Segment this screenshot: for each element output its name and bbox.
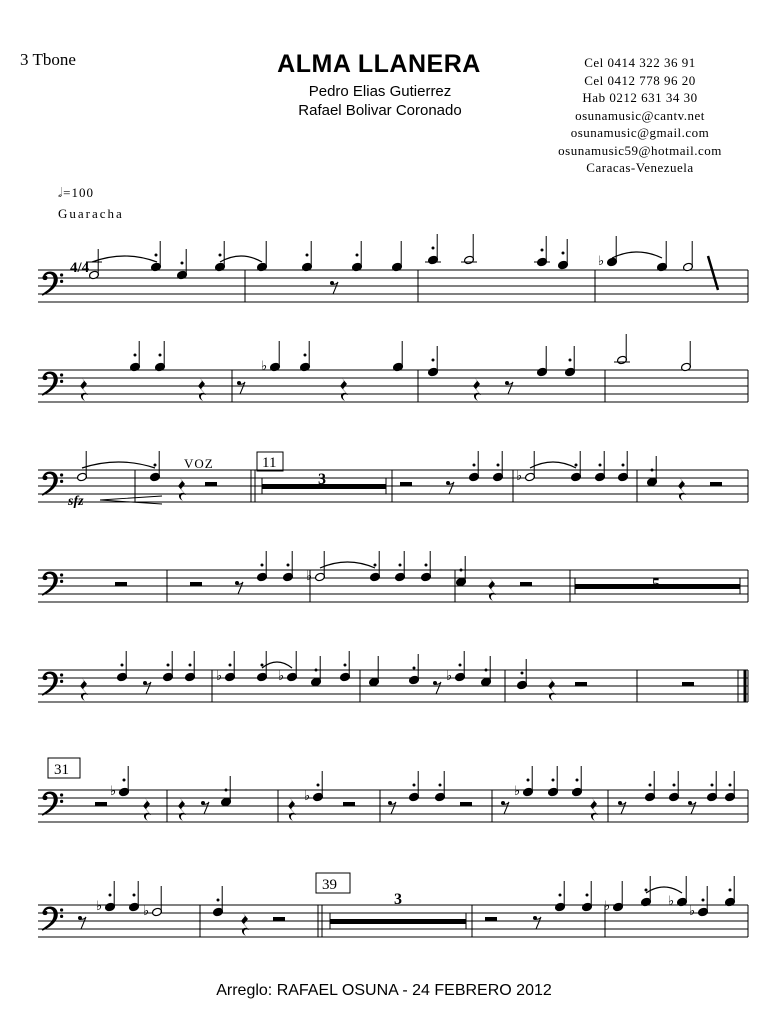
- note: [155, 341, 166, 372]
- flat-icon: ♭: [278, 669, 285, 684]
- note: [151, 241, 162, 272]
- bass-clef-icon: [42, 791, 64, 815]
- note: [143, 886, 162, 919]
- flat-icon: ♭: [216, 669, 223, 684]
- staccato-dot: [562, 252, 565, 255]
- note: [517, 659, 528, 690]
- half-rest: [95, 802, 107, 806]
- staccato-dot: [121, 664, 124, 667]
- quarter-rest: [288, 798, 296, 821]
- half-rest: [710, 482, 722, 486]
- note: [117, 651, 128, 682]
- flat-icon: ♭: [689, 904, 696, 919]
- staccato-dot: [109, 894, 112, 897]
- quarter-rest: [473, 378, 481, 401]
- note: [257, 241, 268, 272]
- note: [395, 551, 406, 582]
- flat-icon: ♭: [96, 899, 103, 914]
- note: [461, 234, 477, 265]
- staccato-dot: [432, 359, 435, 362]
- staccato-dot: [485, 669, 488, 672]
- flat-icon: ♭: [516, 469, 523, 484]
- note: [565, 346, 576, 377]
- staccato-dot: [645, 889, 648, 892]
- note: [392, 241, 403, 272]
- staccato-dot: [586, 894, 589, 897]
- half-rest: [400, 482, 412, 486]
- quarter-rest: [178, 478, 186, 501]
- style-marking: Guaracha: [58, 206, 124, 221]
- voice-label: VOZ: [184, 456, 214, 471]
- note: [548, 766, 559, 797]
- staccato-dot: [649, 784, 652, 787]
- staccato-dot: [155, 254, 158, 257]
- staccato-dot: [729, 784, 732, 787]
- staccato-dot: [261, 564, 264, 567]
- multirest-count: 3: [318, 471, 326, 488]
- staccato-dot: [133, 894, 136, 897]
- tie: [220, 256, 262, 262]
- staccato-dot: [123, 779, 126, 782]
- eighth-rest: [239, 382, 245, 394]
- quarter-rest: [488, 578, 496, 601]
- note: [595, 451, 606, 482]
- quarter-rest: [178, 798, 186, 821]
- flat-icon: ♭: [306, 569, 313, 584]
- staccato-dot: [167, 664, 170, 667]
- bass-clef-icon: [42, 371, 64, 395]
- staccato-dot: [552, 779, 555, 782]
- note: [647, 456, 658, 487]
- note: [300, 341, 311, 372]
- note: [96, 881, 115, 914]
- flat-icon: ♭: [110, 784, 117, 799]
- staccato-dot: [315, 669, 318, 672]
- multirest-count: 5: [652, 576, 660, 593]
- contact-line: osunamusic@cantv.net: [575, 107, 705, 123]
- half-rest: [205, 482, 217, 486]
- staccato-dot: [399, 564, 402, 567]
- staccato-dot: [521, 672, 524, 675]
- staccato-dot: [425, 564, 428, 567]
- eighth-rest: [435, 682, 441, 694]
- staccato-dot: [374, 564, 377, 567]
- staccato-dot: [306, 254, 309, 257]
- flat-icon: ♭: [446, 669, 453, 684]
- note: [668, 876, 687, 909]
- note: [393, 341, 404, 372]
- flat-icon: ♭: [604, 899, 611, 914]
- quarter-rest: [340, 378, 348, 401]
- half-rest: [520, 582, 532, 586]
- bass-clef-icon: [42, 671, 64, 695]
- quarter-rest: [143, 798, 151, 821]
- eighth-rest: [535, 917, 541, 929]
- contact-line: osunamusic59@hotmail.com: [558, 142, 722, 158]
- note: [421, 551, 432, 582]
- staccato-dot: [304, 354, 307, 357]
- flat-icon: ♭: [598, 254, 605, 269]
- note: [257, 651, 268, 682]
- staccato-dot: [317, 784, 320, 787]
- staccato-dot: [432, 247, 435, 250]
- staccato-dot: [559, 894, 562, 897]
- staccato-dot: [225, 789, 228, 792]
- staccato-dot: [219, 254, 222, 257]
- note: [604, 881, 623, 914]
- staccato-dot: [189, 664, 192, 667]
- note: [409, 654, 420, 685]
- contact-line: Caracas-Venezuela: [586, 160, 694, 175]
- eighth-rest: [507, 382, 513, 394]
- staccato-dot: [261, 664, 264, 667]
- eighth-rest: [503, 802, 509, 814]
- tie: [92, 256, 157, 262]
- staccato-dot: [344, 664, 347, 667]
- note: [130, 341, 141, 372]
- bass-clef-icon: [42, 906, 64, 930]
- staccato-dot: [497, 464, 500, 467]
- bass-clef-icon: [42, 471, 64, 495]
- eighth-rest: [690, 802, 696, 814]
- staff-lines: [38, 270, 748, 937]
- quarter-rest: [241, 913, 249, 936]
- note: [598, 236, 617, 269]
- half-rest: [273, 917, 285, 921]
- eighth-rest: [80, 917, 86, 929]
- note: [409, 771, 420, 802]
- note: [469, 451, 480, 482]
- note: [614, 334, 630, 365]
- dynamics-sfz: sfz: [68, 494, 84, 509]
- note: [558, 239, 569, 270]
- note: [689, 886, 708, 919]
- staccato-dot: [473, 464, 476, 467]
- tie: [82, 462, 155, 468]
- staccato-dot: [711, 784, 714, 787]
- composer-1: Pedro Elias Gutierrez: [308, 83, 452, 100]
- note: [618, 451, 629, 482]
- eighth-rest: [145, 682, 151, 694]
- tie: [530, 462, 576, 468]
- staccato-dot: [413, 667, 416, 670]
- eighth-rest: [332, 282, 338, 294]
- note: [537, 346, 548, 377]
- contact-line: Cel 0412 778 96 20: [584, 72, 696, 88]
- bass-clef-icon: [42, 571, 64, 595]
- note: [221, 776, 232, 807]
- note: [428, 346, 439, 377]
- note: [681, 341, 692, 372]
- eighth-rest: [237, 582, 243, 594]
- note: [110, 766, 129, 799]
- flat-icon: ♭: [143, 904, 150, 919]
- note: [572, 766, 583, 797]
- quarter-rest: [80, 678, 88, 701]
- contact-line: Hab 0212 631 34 30: [582, 90, 698, 105]
- note: [514, 766, 533, 799]
- part-name: 3 Tbone: [20, 50, 76, 69]
- note: [669, 771, 680, 802]
- staccato-dot: [541, 249, 544, 252]
- rehearsal-mark: 11: [262, 455, 277, 471]
- multirest-bar: [330, 919, 466, 924]
- note: [456, 556, 467, 587]
- arranger-credit: Arreglo: RAFAEL OSUNA - 24 FEBRERO 2012: [216, 982, 552, 999]
- slash-mark: [708, 256, 718, 290]
- contact-line: osunamusic@gmail.com: [570, 125, 710, 140]
- note: [516, 451, 535, 484]
- crescendo-hairpin: [100, 496, 162, 504]
- quarter-rest: [678, 478, 686, 501]
- note: [725, 876, 736, 907]
- note: [257, 551, 268, 582]
- staccato-dot: [413, 784, 416, 787]
- half-rest: [575, 682, 587, 686]
- note: [555, 881, 566, 912]
- note: [582, 881, 593, 912]
- note: [278, 651, 297, 684]
- staccato-dot: [134, 354, 137, 357]
- flat-icon: ♭: [668, 894, 675, 909]
- staccato-dot: [154, 464, 157, 467]
- staccato-dot: [459, 664, 462, 667]
- staccato-dot: [729, 889, 732, 892]
- staccato-dot: [569, 359, 572, 362]
- note: [481, 656, 492, 687]
- note: [352, 241, 363, 272]
- note: [261, 341, 280, 374]
- eighth-rest: [448, 482, 454, 494]
- note: [369, 656, 380, 687]
- note: [446, 651, 465, 684]
- half-rest: [460, 802, 472, 806]
- rehearsal-mark: 39: [322, 877, 337, 893]
- staccato-dot: [622, 464, 625, 467]
- eighth-rest: [390, 802, 396, 814]
- half-rest: [682, 682, 694, 686]
- note: [725, 771, 736, 802]
- note: [215, 241, 226, 272]
- quarter-rest: [548, 678, 556, 701]
- flat-icon: ♭: [514, 784, 521, 799]
- note: [340, 651, 351, 682]
- staccato-dot: [673, 784, 676, 787]
- note: [311, 656, 322, 687]
- tempo-marking: 𝅗𝅥=100: [58, 185, 94, 200]
- quarter-rest: [590, 798, 598, 821]
- contact-line: Cel 0414 322 36 91: [584, 55, 696, 70]
- note: [185, 651, 196, 682]
- note: [683, 241, 694, 272]
- rehearsal-mark: 31: [54, 762, 69, 778]
- composer-2: Rafael Bolivar Coronado: [298, 102, 462, 119]
- tie: [646, 887, 682, 893]
- eighth-rest: [203, 802, 209, 814]
- staccato-dot: [439, 784, 442, 787]
- note: [435, 771, 446, 802]
- staccato-dot: [229, 664, 232, 667]
- half-rest: [485, 917, 497, 921]
- note: [645, 771, 656, 802]
- half-rest: [343, 802, 355, 806]
- staccato-dot: [599, 464, 602, 467]
- staccato-dot: [287, 564, 290, 567]
- song-title: ALMA LLANERA: [277, 50, 481, 78]
- half-rest: [115, 582, 127, 586]
- note: [302, 241, 313, 272]
- half-rest: [190, 582, 202, 586]
- note: [304, 771, 323, 804]
- tie: [612, 252, 662, 258]
- staccato-dot: [651, 469, 654, 472]
- quarter-rest: [80, 378, 88, 401]
- staccato-dot: [159, 354, 162, 357]
- flat-icon: ♭: [261, 359, 268, 374]
- staccato-dot: [217, 899, 220, 902]
- note: [129, 881, 140, 912]
- note: [493, 451, 504, 482]
- staccato-dot: [181, 262, 184, 265]
- staccato-dot: [356, 254, 359, 257]
- multirest-count: 3: [394, 891, 402, 908]
- note: [425, 234, 441, 265]
- staccato-dot: [460, 569, 463, 572]
- quarter-rest: [198, 378, 206, 401]
- note: [283, 551, 294, 582]
- staccato-dot: [702, 899, 705, 902]
- note: [534, 236, 550, 267]
- eighth-rest: [620, 802, 626, 814]
- flat-icon: ♭: [304, 789, 311, 804]
- staccato-dot: [576, 779, 579, 782]
- note: [213, 886, 224, 917]
- bass-clef-icon: [42, 271, 64, 295]
- note: [216, 651, 235, 684]
- staccato-dot: [527, 779, 530, 782]
- time-signature: 4/4: [70, 260, 90, 276]
- tie: [320, 562, 375, 568]
- note: [163, 651, 174, 682]
- staccato-dot: [575, 464, 578, 467]
- note: [707, 771, 718, 802]
- note: [177, 249, 188, 280]
